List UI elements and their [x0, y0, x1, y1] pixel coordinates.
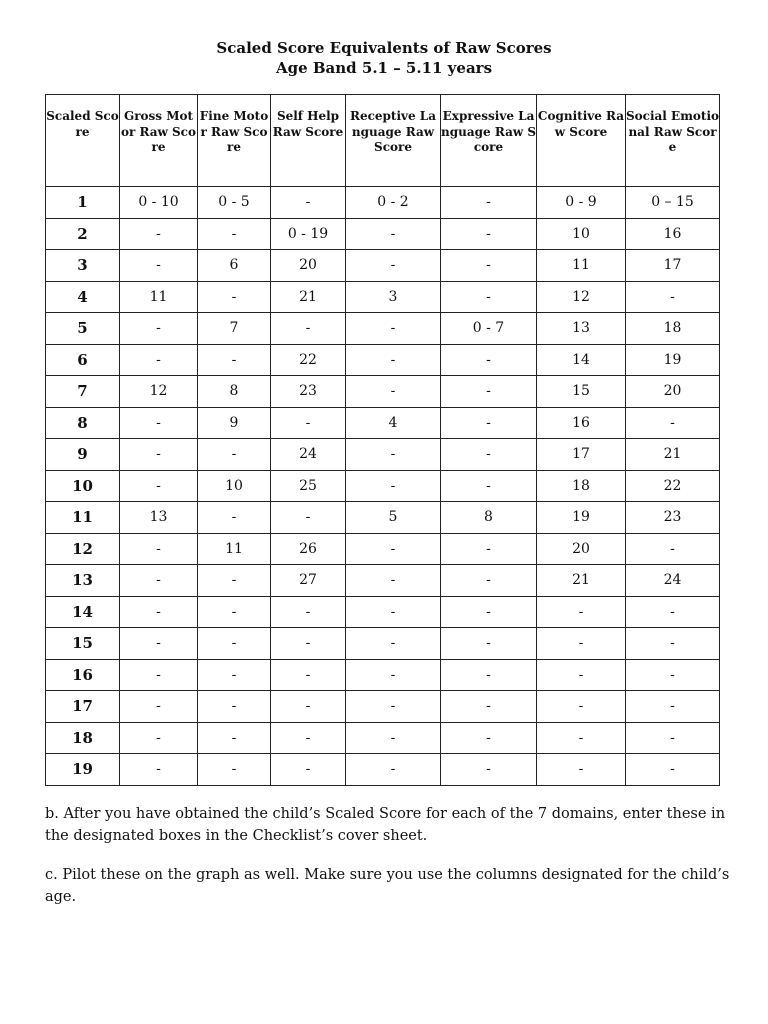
cell-expressive-language: -	[441, 470, 537, 502]
cell-self-help: 27	[271, 565, 346, 597]
cell-scaled-score: 18	[46, 722, 120, 754]
cell-fine-motor: -	[198, 502, 271, 534]
cell-cognitive: -	[537, 659, 626, 691]
cell-cognitive: 16	[537, 407, 626, 439]
cell-social-emotional: -	[626, 596, 720, 628]
cell-social-emotional: -	[626, 407, 720, 439]
cell-self-help: -	[271, 659, 346, 691]
cell-self-help: 24	[271, 439, 346, 471]
cell-self-help: -	[271, 596, 346, 628]
header-gross-motor: Gross Motor Raw Score	[120, 95, 198, 187]
cell-social-emotional: 22	[626, 470, 720, 502]
cell-receptive-language: -	[346, 565, 441, 597]
cell-receptive-language: -	[346, 344, 441, 376]
cell-scaled-score: 13	[46, 565, 120, 597]
cell-gross-motor: 11	[120, 281, 198, 313]
cell-social-emotional: -	[626, 722, 720, 754]
cell-scaled-score: 9	[46, 439, 120, 471]
cell-fine-motor: -	[198, 691, 271, 723]
table-row	[46, 376, 720, 408]
cell-gross-motor: -	[120, 218, 198, 250]
cell-self-help: 25	[271, 470, 346, 502]
cell-receptive-language: -	[346, 439, 441, 471]
cell-receptive-language: 0 - 2	[346, 187, 441, 219]
cell-social-emotional: 21	[626, 439, 720, 471]
cell-cognitive: 0 - 9	[537, 187, 626, 219]
table-row	[46, 628, 720, 660]
cell-scaled-score: 15	[46, 628, 120, 660]
header-expressive-language: Expressive Language Raw Score	[441, 95, 537, 187]
cell-social-emotional: -	[626, 281, 720, 313]
cell-fine-motor: 8	[198, 376, 271, 408]
cell-cognitive: 18	[537, 470, 626, 502]
cell-gross-motor: -	[120, 596, 198, 628]
cell-gross-motor: -	[120, 470, 198, 502]
cell-gross-motor: 0 - 10	[120, 187, 198, 219]
cell-fine-motor: -	[198, 281, 271, 313]
cell-scaled-score: 16	[46, 659, 120, 691]
table-row	[46, 722, 720, 754]
cell-social-emotional: 18	[626, 313, 720, 345]
cell-fine-motor: -	[198, 754, 271, 786]
cell-social-emotional: 0 – 15	[626, 187, 720, 219]
cell-expressive-language: -	[441, 344, 537, 376]
cell-scaled-score: 2	[46, 218, 120, 250]
cell-fine-motor: 10	[198, 470, 271, 502]
table-row	[46, 596, 720, 628]
cell-cognitive: 19	[537, 502, 626, 534]
cell-self-help: -	[271, 754, 346, 786]
cell-self-help: -	[271, 187, 346, 219]
page-title: Scaled Score Equivalents of Raw Scores	[216, 39, 552, 57]
cell-fine-motor: -	[198, 659, 271, 691]
cell-gross-motor: 13	[120, 502, 198, 534]
table-row	[46, 565, 720, 597]
cell-self-help: -	[271, 407, 346, 439]
table-row	[46, 407, 720, 439]
cell-receptive-language: -	[346, 628, 441, 660]
cell-social-emotional: -	[626, 628, 720, 660]
cell-receptive-language: -	[346, 754, 441, 786]
cell-expressive-language: -	[441, 250, 537, 282]
table-header-row	[46, 95, 720, 187]
table-row	[46, 691, 720, 723]
cell-receptive-language: -	[346, 313, 441, 345]
cell-cognitive: 12	[537, 281, 626, 313]
cell-scaled-score: 10	[46, 470, 120, 502]
cell-social-emotional: -	[626, 754, 720, 786]
cell-self-help: 26	[271, 533, 346, 565]
cell-self-help: -	[271, 313, 346, 345]
cell-cognitive: 21	[537, 565, 626, 597]
cell-scaled-score: 12	[46, 533, 120, 565]
cell-expressive-language: -	[441, 596, 537, 628]
cell-cognitive: -	[537, 628, 626, 660]
cell-social-emotional: 17	[626, 250, 720, 282]
cell-cognitive: 17	[537, 439, 626, 471]
cell-cognitive: 20	[537, 533, 626, 565]
cell-self-help: 23	[271, 376, 346, 408]
cell-expressive-language: -	[441, 565, 537, 597]
cell-gross-motor: -	[120, 533, 198, 565]
table-row	[46, 187, 720, 219]
cell-gross-motor: -	[120, 565, 198, 597]
cell-gross-motor: -	[120, 659, 198, 691]
cell-gross-motor: -	[120, 439, 198, 471]
cell-expressive-language: -	[441, 722, 537, 754]
cell-scaled-score: 8	[46, 407, 120, 439]
cell-fine-motor: 0 - 5	[198, 187, 271, 219]
cell-gross-motor: -	[120, 313, 198, 345]
table-row	[46, 344, 720, 376]
cell-gross-motor: -	[120, 691, 198, 723]
cell-self-help: -	[271, 691, 346, 723]
cell-expressive-language: -	[441, 187, 537, 219]
cell-receptive-language: -	[346, 218, 441, 250]
header-receptive-language: Receptive Language Raw Score	[346, 95, 441, 187]
cell-scaled-score: 1	[46, 187, 120, 219]
cell-receptive-language: -	[346, 376, 441, 408]
cell-cognitive: 11	[537, 250, 626, 282]
cell-cognitive: -	[537, 722, 626, 754]
header-fine-motor: Fine Motor Raw Score	[198, 95, 271, 187]
cell-fine-motor: -	[198, 722, 271, 754]
cell-cognitive: 13	[537, 313, 626, 345]
cell-expressive-language: -	[441, 439, 537, 471]
cell-fine-motor: -	[198, 439, 271, 471]
cell-expressive-language: -	[441, 281, 537, 313]
cell-expressive-language: -	[441, 218, 537, 250]
cell-gross-motor: -	[120, 250, 198, 282]
cell-gross-motor: -	[120, 754, 198, 786]
cell-receptive-language: 5	[346, 502, 441, 534]
cell-self-help: 20	[271, 250, 346, 282]
cell-gross-motor: 12	[120, 376, 198, 408]
cell-social-emotional: 20	[626, 376, 720, 408]
cell-social-emotional: 23	[626, 502, 720, 534]
cell-cognitive: 15	[537, 376, 626, 408]
cell-expressive-language: -	[441, 628, 537, 660]
cell-fine-motor: -	[198, 344, 271, 376]
header-self-help: Self Help Raw Score	[271, 95, 346, 187]
cell-social-emotional: -	[626, 659, 720, 691]
cell-expressive-language: -	[441, 407, 537, 439]
cell-scaled-score: 3	[46, 250, 120, 282]
cell-gross-motor: -	[120, 628, 198, 660]
cell-receptive-language: -	[346, 250, 441, 282]
page-subtitle: Age Band 5.1 – 5.11 years	[275, 59, 493, 77]
cell-cognitive: -	[537, 754, 626, 786]
cell-fine-motor: -	[198, 565, 271, 597]
instruction-c: c. Pilot these on the graph as well. Make sure you use the columns designated for the child’s age.	[45, 867, 730, 905]
header-scaled-score: Scaled Score	[46, 95, 120, 187]
cell-self-help: -	[271, 722, 346, 754]
table-row	[46, 218, 720, 250]
cell-scaled-score: 11	[46, 502, 120, 534]
cell-receptive-language: 3	[346, 281, 441, 313]
table-row	[46, 502, 720, 534]
cell-fine-motor: 11	[198, 533, 271, 565]
cell-cognitive: -	[537, 596, 626, 628]
cell-cognitive: 14	[537, 344, 626, 376]
cell-social-emotional: 19	[626, 344, 720, 376]
cell-expressive-language: -	[441, 659, 537, 691]
cell-receptive-language: -	[346, 596, 441, 628]
cell-self-help: 0 - 19	[271, 218, 346, 250]
table-row	[46, 754, 720, 786]
table-row	[46, 250, 720, 282]
header-cognitive: Cognitive Raw Score	[537, 95, 626, 187]
cell-fine-motor: 7	[198, 313, 271, 345]
table-row	[46, 439, 720, 471]
cell-expressive-language: -	[441, 754, 537, 786]
header-social-emotional: Social Emotional Raw Score	[626, 95, 720, 187]
cell-social-emotional: -	[626, 691, 720, 723]
cell-cognitive: -	[537, 691, 626, 723]
cell-scaled-score: 17	[46, 691, 120, 723]
cell-self-help: -	[271, 628, 346, 660]
cell-expressive-language: -	[441, 691, 537, 723]
cell-scaled-score: 4	[46, 281, 120, 313]
cell-receptive-language: -	[346, 533, 441, 565]
cell-receptive-language: -	[346, 691, 441, 723]
cell-fine-motor: 6	[198, 250, 271, 282]
cell-receptive-language: -	[346, 470, 441, 502]
cell-scaled-score: 5	[46, 313, 120, 345]
cell-expressive-language: 8	[441, 502, 537, 534]
cell-self-help: 22	[271, 344, 346, 376]
cell-receptive-language: 4	[346, 407, 441, 439]
table-row	[46, 281, 720, 313]
table-row	[46, 470, 720, 502]
table-row	[46, 659, 720, 691]
cell-social-emotional: 24	[626, 565, 720, 597]
table-body	[46, 187, 720, 786]
cell-scaled-score: 7	[46, 376, 120, 408]
table-row	[46, 533, 720, 565]
cell-fine-motor: 9	[198, 407, 271, 439]
cell-fine-motor: -	[198, 218, 271, 250]
cell-cognitive: 10	[537, 218, 626, 250]
cell-social-emotional: -	[626, 533, 720, 565]
cell-fine-motor: -	[198, 596, 271, 628]
cell-scaled-score: 14	[46, 596, 120, 628]
score-table	[45, 94, 720, 786]
cell-receptive-language: -	[346, 659, 441, 691]
cell-scaled-score: 6	[46, 344, 120, 376]
cell-expressive-language: -	[441, 376, 537, 408]
cell-gross-motor: -	[120, 344, 198, 376]
cell-gross-motor: -	[120, 722, 198, 754]
cell-scaled-score: 19	[46, 754, 120, 786]
cell-social-emotional: 16	[626, 218, 720, 250]
cell-self-help: 21	[271, 281, 346, 313]
cell-fine-motor: -	[198, 628, 271, 660]
table-row	[46, 313, 720, 345]
cell-self-help: -	[271, 502, 346, 534]
cell-receptive-language: -	[346, 722, 441, 754]
cell-gross-motor: -	[120, 407, 198, 439]
cell-expressive-language: -	[441, 533, 537, 565]
cell-expressive-language: 0 - 7	[441, 313, 537, 345]
instruction-b: b. After you have obtained the child’s Scaled Score for each of the 7 domains, enter these in the designated boxes in the Checklist’s cover sheet.	[45, 806, 726, 844]
